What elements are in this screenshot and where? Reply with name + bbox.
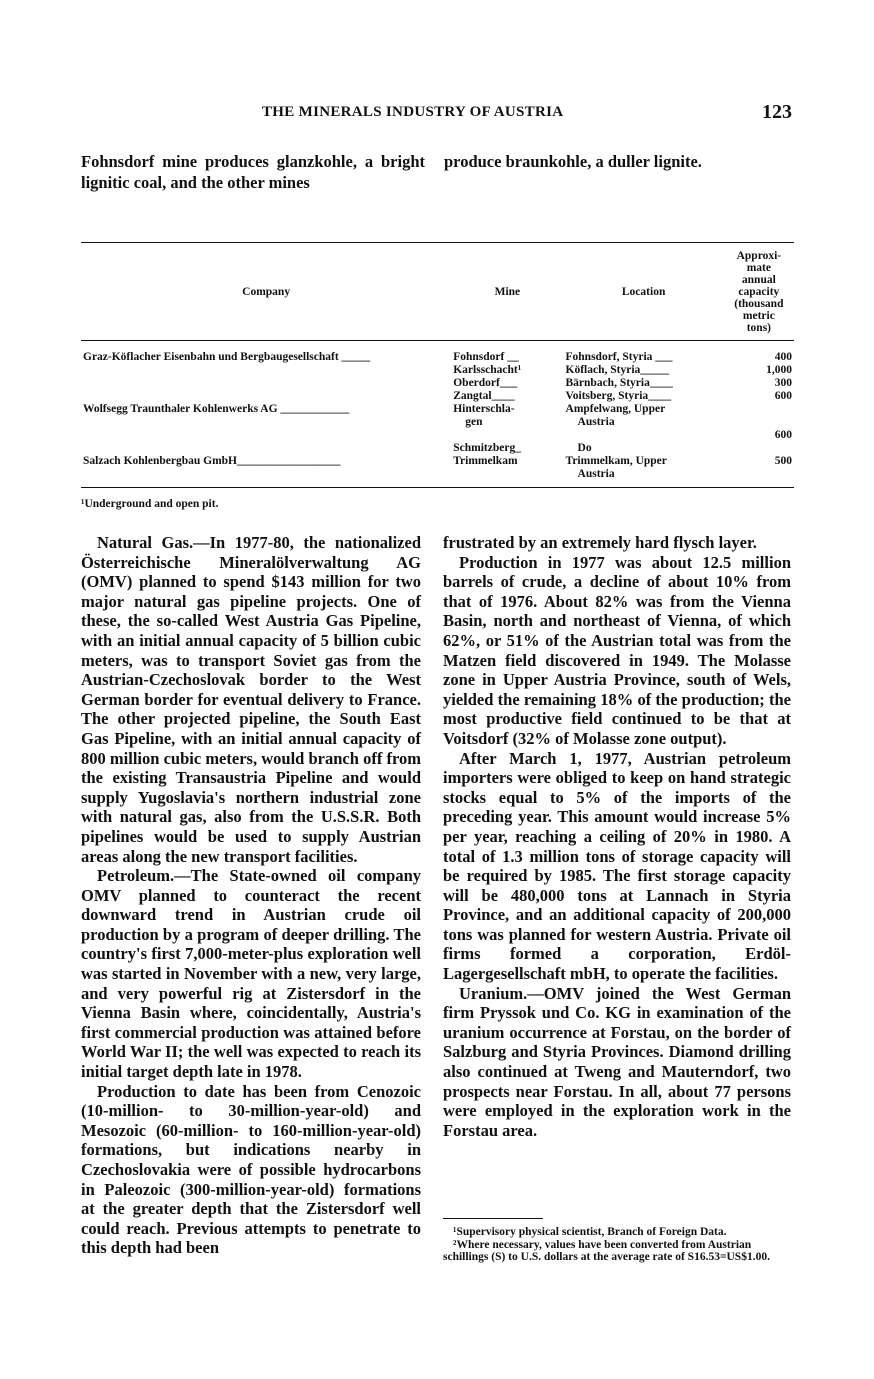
footnote-1: ¹Supervisory physical scientist, Branch of Foreign Data. xyxy=(453,1226,727,1238)
header-capacity: Approxi- mate annual capacity (thousand metric tons) xyxy=(724,243,794,341)
table-row: gen Austria xyxy=(465,416,615,428)
petroleum-heading: Petroleum. xyxy=(97,866,175,886)
header-company: Company xyxy=(81,243,451,341)
right-column xyxy=(443,533,791,1140)
petroleum-paragraph: Petroleum.—The State-owned oil company OMV planned to counteract the recent downward trend in Austrian crude oil production by a program of deeper drilling. The country's first 7,000-meter-plus exploration well was started in November with a new, very large, and very powerful rig at Zistersdorf in the Vienna Basin where, coincidentally, Austria's first commercial production was attained before World War II; the well was expected to reach its initial target depth late in 1978. xyxy=(81,866,421,1082)
header-location: Location xyxy=(564,243,724,341)
left-column xyxy=(81,533,421,1258)
table-footnote: ¹Underground and open pit. xyxy=(81,498,219,510)
production-to-date-paragraph: Production to date has been from Cenozoic (10-million- to 30-million-year-old) and Mesozoic (60-million- to 160-million-year-old) formations, but indications nearby in Czechoslovakia were of possible hydrocarbons in Paleozoic (300-million-year-old) formations at the greater depth that the Zistersdorf well could reach. Previous attempts to penetrate to this depth had been xyxy=(81,1081,421,1258)
production-1977-paragraph: Production in 1977 was about 12.5 million barrels of crude, a decline of about 10% from that of 1976. About 82% was from the Vienna Basin, north and northeast of Vienna, of which 62%, or 51% of the Austrian total was from the Matzen field discovered in 1949. The Molasse zone in Upper Austria Province, south of Wels, yielded the remaining 18% of the production; the most productive field continued to be that at Voitsdorf (32% of Molasse zone output). xyxy=(443,552,791,748)
intro-paragraph-left: Fohnsdorf mine produces glanzkohle, a bright lignitic coal, and the other mines xyxy=(81,152,425,192)
page-footnotes xyxy=(443,1226,793,1264)
table-row: Karlsschacht¹ Köflach, Styria_____ 1,000 xyxy=(453,364,792,376)
intro-paragraph-right: produce braunkohle, a duller lignite. xyxy=(444,152,702,171)
table-row: Schmitzberg_ Do xyxy=(453,442,592,454)
table-row: Oberdorf___ Bärnbach, Styria____ 300 xyxy=(453,377,792,389)
table-row: Zangtal____ Voitsberg, Styria____ 600 xyxy=(453,390,792,402)
coal-mines-table xyxy=(81,242,794,488)
table-row: Austria xyxy=(577,468,615,480)
table-row: Salzach Kohlenbergbau GmbH__________________ Trimmelkam Trimmelkam, Upper 500 xyxy=(83,455,792,467)
table-row: 600 xyxy=(774,429,792,441)
uranium-paragraph: Uranium.—OMV joined the West German firm Pryssok und Co. KG in examination of the uranium occurrence at Forstau, on the border of Salzburg and Styria Provinces. Diamond drilling also continued at Tweng and Mauterndorf, two prospects near Forstau. In all, about 77 persons were employed in the exploration work in the Forstau area. xyxy=(443,983,791,1140)
natural-gas-paragraph: Natural Gas.—In 1977-80, the nationalized Österreichische Mineralölverwaltung AG (OMV) planned to spend $143 million for two major natural gas pipeline projects. One of these, the so-called West Austria Gas Pipeline, with an initial annual capacity of 5 billion cubic meters, was to transport Soviet gas from the Austrian-Czechoslovak border to the West German border for eventual delivery to France. The other projected pipeline, the South East Gas Pipeline, with an initial annual capacity of 800 million cubic meters, would branch off from the existing Transaustria Pipeline and would supply Yugoslavia's northern industrial zone with natural gas, also from the U.S.S.R. Both pipelines would be used to supply Austrian areas along the new transport facilities. xyxy=(81,533,421,866)
uranium-heading: Uranium. xyxy=(459,983,528,1003)
table-header-row xyxy=(81,243,794,341)
continuation-paragraph: frustrated by an extremely hard flysch layer. xyxy=(443,533,757,552)
table-row: Wolfsegg Traunthaler Kohlenwerks AG ____________ Hinterschla- Ampfelwang, Upper xyxy=(83,403,666,415)
table-row: Graz-Köflacher Eisenbahn und Bergbaugesellschaft _____ Fohnsdorf __ Fohnsdorf, Styria ___ 400 xyxy=(83,351,792,363)
page-number: 123 xyxy=(762,101,792,123)
footnote-2: ²Where necessary, values have been converted from Austrian schillings (S) to U.S. dollars at the average rate of S16.53=US$1.00. xyxy=(443,1238,770,1263)
natural-gas-heading: Natural Gas. xyxy=(97,533,194,552)
running-title: THE MINERALS INDUSTRY OF AUSTRIA xyxy=(262,104,564,120)
header-mine: Mine xyxy=(451,243,563,341)
footnote-divider xyxy=(443,1218,543,1219)
strategic-stocks-paragraph: After March 1, 1977, Austrian petroleum importers were obliged to keep on hand strategic stocks equal to 5% of the imports of the preceding year. This amount would increase 5% per year, reaching a ceiling of 20% in 1980. A total of 1.3 million tons of storage capacity will be required by 1985. The first storage capacity will be 480,000 tons at Lannach in Styria Province, and an additional capacity of 200,000 tons was planned for western Austria. Private oil firms formed a corporation, Erdöl-Lagergesellschaft mbH, to operate the facilities. xyxy=(443,748,791,984)
